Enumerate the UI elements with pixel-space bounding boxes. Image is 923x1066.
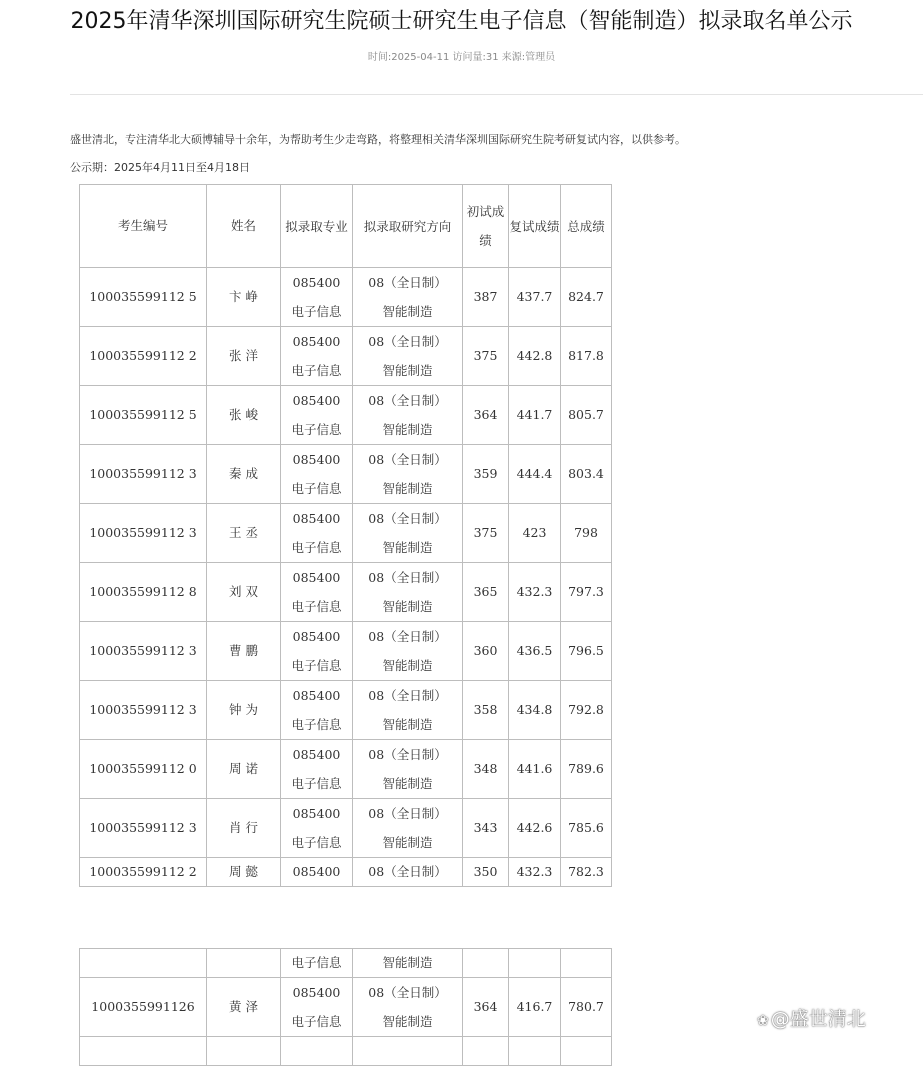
cell-candidate-id: 100035599112 3 [80,445,207,504]
table-row [80,740,612,799]
cell-initial-score: 360 [463,622,509,681]
cell-total-score: 805.7 [561,386,612,445]
cell-retest-score: 436.5 [509,622,561,681]
table-row [80,445,612,504]
publicity-period: 公示期：2025年4月11日至4月18日 [70,161,250,174]
admission-table [79,184,612,887]
cell-direction-code: 08（全日制） [368,747,447,762]
table-row [80,386,612,445]
cell-candidate-id: 100035599112 3 [80,504,207,563]
cell-major [281,740,353,799]
cell-major [281,445,353,504]
header-direction: 拟录取研究方向 [353,185,463,268]
cell-direction-code: 08（全日制） [368,393,447,408]
header-initial: 初试成绩 [463,185,509,268]
cell-retest-score: 441.6 [509,740,561,799]
admission-table-continued [79,948,612,1066]
cell-total-score: 796.5 [561,622,612,681]
header-name: 姓名 [207,185,281,268]
cell-total-score: 792.8 [561,681,612,740]
cell-retest-score: 434.8 [509,681,561,740]
cell-direction [353,740,463,799]
cell-name: 黄 泽 [207,978,281,1037]
cell-total-score: 780.7 [561,978,612,1037]
cell-initial-score: 375 [463,504,509,563]
cell-direction-code: 08（全日制） [368,570,447,585]
cell-initial-score: 359 [463,445,509,504]
cell-direction [353,445,463,504]
cell-total-score: 785.6 [561,799,612,858]
cell-name: 刘 双 [207,563,281,622]
cell-major [281,327,353,386]
header-major: 拟录取专业 [281,185,353,268]
cell-retest-score: 416.7 [509,978,561,1037]
table-row [80,978,612,1037]
cell-empty [463,949,509,978]
cell-candidate-id: 100035599112 2 [80,327,207,386]
cell-major-name: 电子信息 [291,776,342,791]
cell-major-name: 电子信息 [291,422,342,437]
cell-total-score: 782.3 [561,858,612,887]
table-row [80,1037,612,1066]
cell-major-code: 085400 [292,985,341,1000]
cell-initial-score: 364 [463,386,509,445]
cell-direction [353,681,463,740]
cell-major-code: 085400 [292,511,341,526]
cell-direction [353,622,463,681]
cell-direction-code: 08（全日制） [368,985,447,1000]
cell-empty [207,949,281,978]
cell-direction-name: 智能制造 [382,422,433,437]
cell-name: 卞 峥 [207,268,281,327]
cell-empty [509,949,561,978]
cell-total-score: 824.7 [561,268,612,327]
cell-direction-name: 智能制造 [382,776,433,791]
table-row [80,504,612,563]
cell-name: 王 丞 [207,504,281,563]
cell-retest-score: 437.7 [509,268,561,327]
cell-candidate-id: 100035599112 2 [80,858,207,887]
table-row [80,327,612,386]
cell-retest-score: 442.8 [509,327,561,386]
cell-total-score: 817.8 [561,327,612,386]
cell-total-score: 797.3 [561,563,612,622]
table-row [80,858,612,887]
cell-major-code: 085400 [292,688,341,703]
cell-initial-score: 358 [463,681,509,740]
cell-name: 张 洋 [207,327,281,386]
cell-candidate-id: 100035599112 0 [80,740,207,799]
cell-candidate-id: 100035599112 3 [80,681,207,740]
cell-total-score: 798 [561,504,612,563]
cell-name: 张 峻 [207,386,281,445]
cell-major-code: 085400 [292,570,341,585]
cell-major [281,386,353,445]
cell-major-name: 电子信息 [291,599,342,614]
cell-direction-code: 08（全日制） [368,275,447,290]
cell-major-code: 085400 [292,452,341,467]
cell-direction-name: 智能制造 [382,717,433,732]
table-row [80,268,612,327]
cell-major-code: 085400 [292,393,341,408]
cell-major [281,563,353,622]
cell-direction [353,327,463,386]
cell-candidate-id: 100035599112 5 [80,386,207,445]
cell-major-name: 电子信息 [291,304,342,319]
cell-major-name: 电子信息 [291,658,342,673]
cell-candidate-id: 100035599112 3 [80,799,207,858]
cell-major [281,978,353,1037]
cell-initial-score: 375 [463,327,509,386]
cell-name: 钟 为 [207,681,281,740]
cell-total-score: 789.6 [561,740,612,799]
cell-name: 周 懿 [207,858,281,887]
header-id: 考生编号 [80,185,207,268]
table-row [80,949,612,978]
cell-direction [353,504,463,563]
cell-major-code: 085400 [292,747,341,762]
cell-major-code: 085400 [292,806,341,821]
cell-direction-code: 08（全日制） [368,511,447,526]
table-row [80,563,612,622]
cell-direction [353,978,463,1037]
cell-direction-name: 智能制造 [353,949,463,978]
cell-direction-name: 智能制造 [382,835,433,850]
cell-direction-name: 智能制造 [382,304,433,319]
cell-retest-score: 423 [509,504,561,563]
cell-total-score: 803.4 [561,445,612,504]
cell-direction-name: 智能制造 [382,363,433,378]
cell-empty [561,949,612,978]
cell-major-code: 085400 [292,334,341,349]
cell-direction-code: 08（全日制） [368,688,447,703]
header-total: 总成绩 [561,185,612,268]
cell-major-name: 电子信息 [291,481,342,496]
article-meta: 时间:2025-04-11 访问量:31 来源:管理员 [367,52,556,63]
cell-direction [353,268,463,327]
cell-initial-score: 350 [463,858,509,887]
cell-major-code: 085400 [281,858,353,887]
table-row [80,622,612,681]
cell-direction-code: 08（全日制） [368,452,447,467]
cell-name: 肖 行 [207,799,281,858]
header-retest: 复试成绩 [509,185,561,268]
cell-direction-code: 08（全日制） [353,858,463,887]
paw-icon: ❀ [757,1013,769,1029]
cell-major-name: 电子信息 [291,717,342,732]
cell-initial-score: 348 [463,740,509,799]
cell-major-name: 电子信息 [281,949,353,978]
divider [70,94,923,95]
cell-major [281,268,353,327]
cell-empty [80,949,207,978]
cell-major-name: 电子信息 [291,1014,342,1029]
cell-direction [353,563,463,622]
table-row [80,799,612,858]
cell-direction-name: 智能制造 [382,540,433,555]
cell-major [281,622,353,681]
cell-retest-score: 444.4 [509,445,561,504]
cell-major-code: 085400 [292,275,341,290]
cell-direction-code: 08（全日制） [368,806,447,821]
cell-name: 周 诺 [207,740,281,799]
cell-direction-name: 智能制造 [382,658,433,673]
cell-direction [353,386,463,445]
cell-retest-score: 441.7 [509,386,561,445]
cell-major-name: 电子信息 [291,835,342,850]
cell-candidate-id: 100035599112 8 [80,563,207,622]
cell-direction-name: 智能制造 [382,1014,433,1029]
cell-candidate-id: 100035599112 3 [80,622,207,681]
cell-major-name: 电子信息 [291,540,342,555]
article-title: 2025年清华深圳国际研究生院硕士研究生电子信息（智能制造）拟录取名单公示 [70,9,853,34]
cell-direction [353,799,463,858]
table-header-row [80,185,612,268]
cell-retest-score: 432.3 [509,858,561,887]
cell-name: 秦 成 [207,445,281,504]
cell-major [281,504,353,563]
intro-paragraph: 盛世清北，专注清华北大硕博辅导十余年，为帮助考生少走弯路，将整理相关清华深圳国际研究生院考研复试内容，以供参考。 [70,133,686,146]
cell-major-name: 电子信息 [291,363,342,378]
cell-candidate-id: 1000355991126 [80,978,207,1037]
cell-retest-score: 442.6 [509,799,561,858]
cell-major [281,681,353,740]
cell-retest-score: 432.3 [509,563,561,622]
cell-major [281,799,353,858]
table-row [80,681,612,740]
cell-initial-score: 343 [463,799,509,858]
cell-major-code: 085400 [292,629,341,644]
cell-direction-name: 智能制造 [382,599,433,614]
cell-candidate-id: 100035599112 5 [80,268,207,327]
watermark-text: @盛世清北 [770,1008,866,1030]
cell-direction-name: 智能制造 [382,481,433,496]
cell-direction-code: 08（全日制） [368,629,447,644]
watermark [757,1004,866,1031]
cell-direction-code: 08（全日制） [368,334,447,349]
cell-initial-score: 365 [463,563,509,622]
cell-initial-score: 364 [463,978,509,1037]
cell-initial-score: 387 [463,268,509,327]
cell-name: 曹 鹏 [207,622,281,681]
